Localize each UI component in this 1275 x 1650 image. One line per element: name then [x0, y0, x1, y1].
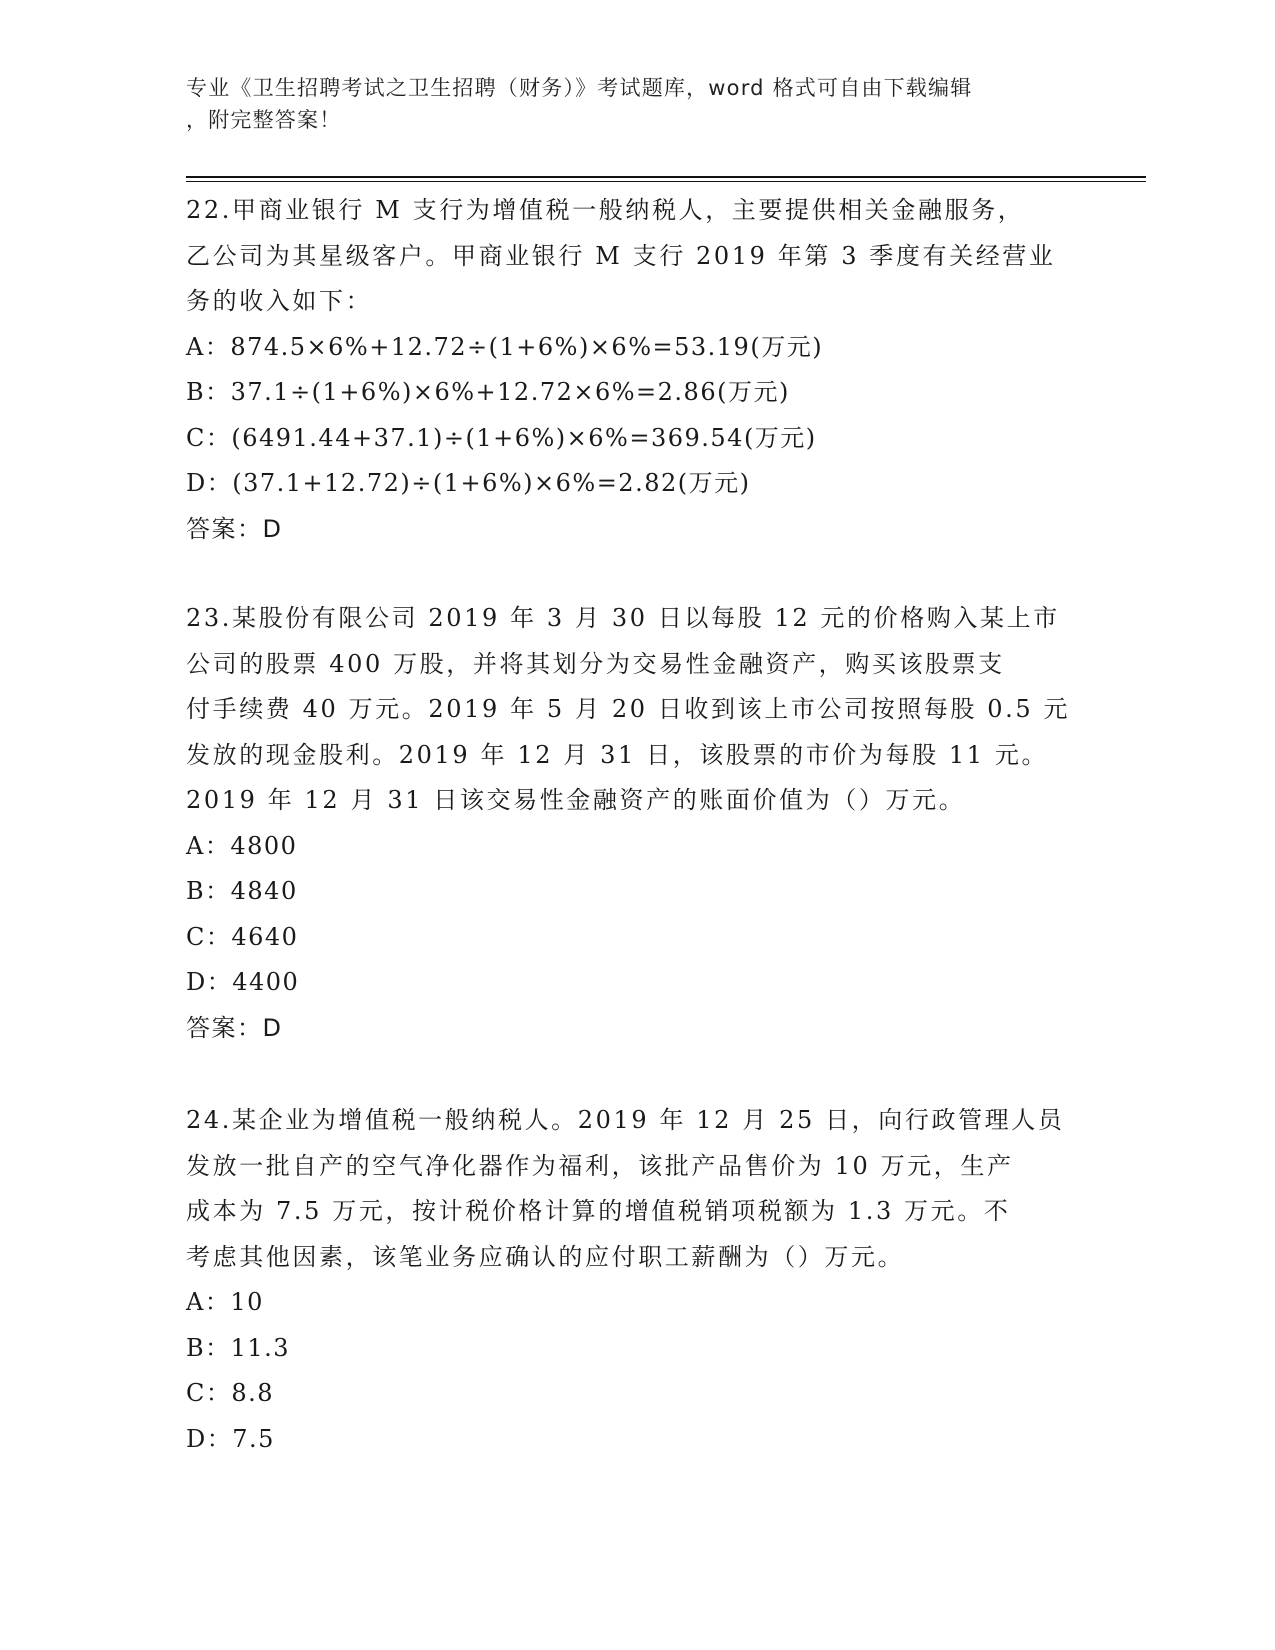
question-22 [186, 188, 1086, 552]
option-b: B：37.1÷(1+6%)×6%+12.72×6%=2.86(万元) [186, 378, 790, 406]
header-line-2: ，附完整答案！ [186, 108, 342, 132]
question-text-line: 务的收入如下： [186, 287, 373, 315]
question-text-line: 24.某企业为增值税一般纳税人。2019 年 12 月 25 日，向行政管理人员 [186, 1106, 1065, 1134]
answer: 答案：D [186, 514, 283, 543]
header-line-1: 专业《卫生招聘考试之卫生招聘（财务）》考试题库，word 格式可自由下载编辑 [186, 76, 973, 100]
question-text-line: 23.某股份有限公司 2019 年 3 月 30 日以每股 12 元的价格购入某上市 [186, 604, 1060, 632]
question-24 [186, 1098, 1086, 1462]
option-b: B：11.3 [186, 1333, 291, 1362]
document-header [186, 72, 1066, 136]
question-text-line: 付手续费 40 万元。2019 年 5 月 20 日收到该上市公司按照每股 0.5 元 [186, 695, 1071, 723]
question-text-line: 发放一批自产的空气净化器作为福利，该批产品售价为 10 万元，生产 [186, 1151, 1014, 1180]
question-text-line: 考虑其他因素，该笔业务应确认的应付职工薪酬为（）万元。 [186, 1242, 905, 1271]
question-text-line: 22.甲商业银行 M 支行为增值税一般纳税人，主要提供相关金融服务， [186, 196, 1025, 224]
question-text-line: 成本为 7.5 万元，按计税价格计算的增值税销项税额为 1.3 万元。不 [186, 1197, 1011, 1225]
header-divider-thick [186, 176, 1146, 178]
question-text-line: 发放的现金股利。2019 年 12 月 31 日，该股票的市价为每股 11 元。 [186, 740, 1049, 769]
question-23 [186, 596, 1086, 1051]
question-text-line: 公司的股票 400 万股，并将其划分为交易性金融资产，购买该股票支 [186, 649, 1005, 678]
question-text-line: 2019 年 12 月 31 日该交易性金融资产的账面价值为（）万元。 [186, 786, 966, 814]
option-c: C：(6491.44+37.1)÷(1+6%)×6%=369.54(万元) [186, 423, 817, 452]
option-d: D：(37.1+12.72)÷(1+6%)×6%=2.82(万元) [186, 469, 751, 497]
option-a: A：874.5×6%+12.72÷(1+6%)×6%=53.19(万元) [186, 332, 824, 361]
header-divider-thin [186, 181, 1146, 182]
option-b: B：4840 [186, 877, 298, 905]
option-a: A：4800 [186, 831, 298, 860]
option-d: D：7.5 [186, 1424, 275, 1453]
option-a: A：10 [186, 1288, 264, 1316]
option-c: C：8.8 [186, 1379, 275, 1407]
option-d: D：4400 [186, 968, 300, 996]
option-c: C：4640 [186, 922, 299, 951]
answer: 答案：D [186, 1013, 283, 1042]
question-text-line: 乙公司为其星级客户。甲商业银行 M 支行 2019 年第 3 季度有关经营业 [186, 241, 1056, 270]
